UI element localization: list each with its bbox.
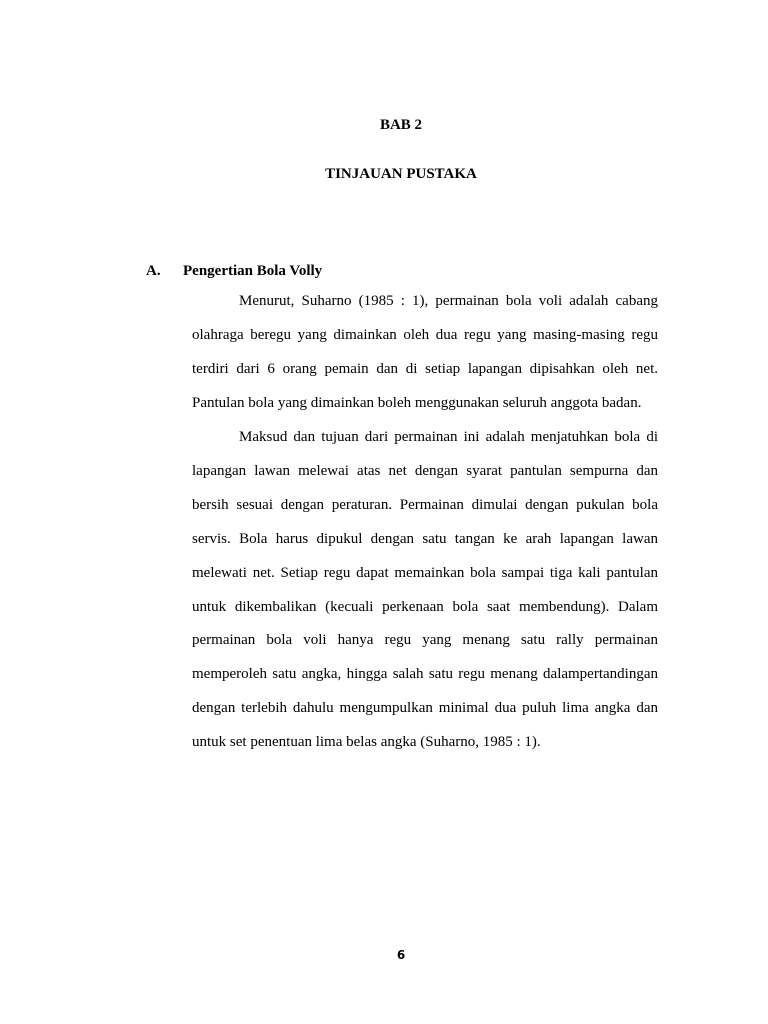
paragraph-2-block [192, 421, 658, 760]
chapter-heading: BAB 2 [379, 117, 423, 133]
page-number: 6 [396, 948, 406, 962]
paragraph-1: Menurut, Suharno (1985 : 1), permainan bola voli adalah cabang olahraga beregu yang dimainkan oleh dua regu yang masing-masing regu terdiri dari 6 orang pemain dan di setiap lapangan dipisahkan oleh net. Pantulan bola yang dimainkan boleh menggunakan seluruh anggota badan. [192, 293, 658, 411]
section-number: A. [146, 263, 161, 279]
chapter-title: TINJAUAN PUSTAKA [325, 166, 477, 182]
paragraph-1-block [192, 285, 658, 421]
section-title: Pengertian Bola Volly [183, 263, 323, 279]
paragraph-2: Maksud dan tujuan dari permainan ini adalah menjatuhkan bola di lapangan lawan melewai atas net dengan syarat pantulan sempurna dan bersih sesuai dengan peraturan. Permainan dimulai dengan pukulan bola servis. Bola harus dipukul dengan satu tangan ke arah lapangan lawan melewati net. Setiap regu dapat memainkan bola sampai tiga kali pantulan untuk dikembalikan (kecuali perkenaan bola saat membendung). Dalam permainan bola voli hanya regu yang menang satu rally permainan memperoleh satu angka, hingga salah satu regu menang dalampertandingan dengan terlebih dahulu mengumpulkan minimal dua puluh lima angka dan untuk set penentuan lima belas angka (Suharno, 1985 : 1). [192, 429, 658, 751]
